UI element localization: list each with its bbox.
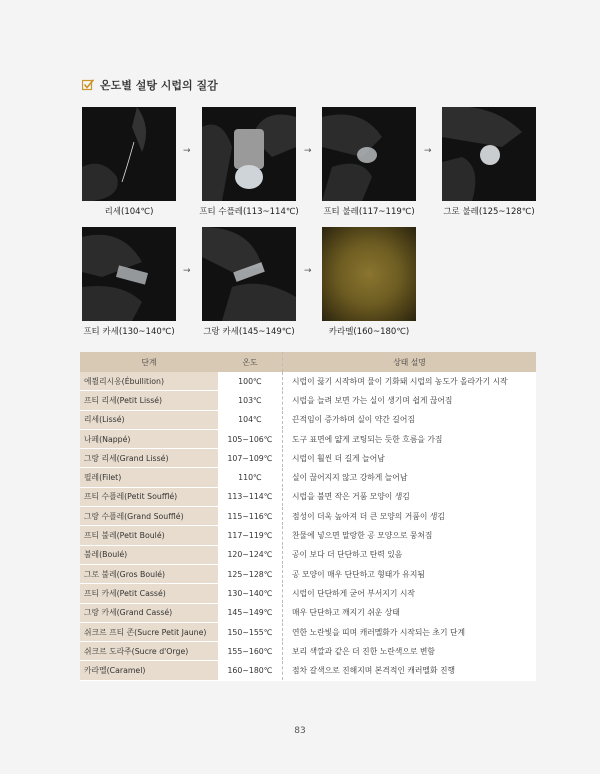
column-header: 온도 <box>218 352 283 372</box>
photo-caption: 그로 불레(125~128℃) <box>443 207 535 217</box>
stage-cell: 그랑 카세(Grand Cassé) <box>80 603 218 622</box>
checkbox-icon <box>82 79 94 91</box>
temperature-cell: 115~116℃ <box>218 507 283 526</box>
description-cell: 공이 보다 더 단단하고 탄력 있음 <box>283 545 537 564</box>
photo-caramel <box>322 227 416 321</box>
stage-cell: 프티 불레(Petit Boulé) <box>80 526 218 545</box>
temperature-cell: 145~149℃ <box>218 603 283 622</box>
photo-caption: 프티 불레(117~119℃) <box>323 207 415 217</box>
description-cell: 실이 끊어지지 않고 강하게 늘어남 <box>283 468 537 487</box>
arrow-icon: → <box>304 266 312 276</box>
table-row <box>80 584 536 603</box>
photo-grand-casse <box>202 227 296 321</box>
stage-cell: 그랑 리세(Grand Lissé) <box>80 449 218 468</box>
table-row <box>80 410 536 429</box>
photo-petit-casse <box>82 227 176 321</box>
table-row <box>80 526 536 545</box>
photo-petit-souffle <box>202 107 296 201</box>
description-cell: 찬물에 넣으면 말랑한 공 모양으로 뭉쳐짐 <box>283 526 537 545</box>
temperature-cell: 120~124℃ <box>218 545 283 564</box>
temperature-cell: 100℃ <box>218 372 283 391</box>
stage-cell: 프티 수플레(Petit Soufflé) <box>80 487 218 506</box>
temperature-cell: 105~106℃ <box>218 429 283 448</box>
description-cell: 시럽이 단단하게 굳어 부서지기 시작 <box>283 584 537 603</box>
arrow-icon: → <box>183 266 191 276</box>
description-cell: 점성이 더욱 높아져 더 큰 모양의 거품이 생김 <box>283 507 537 526</box>
photo-caption: 그랑 카세(145~149℃) <box>203 327 295 337</box>
photo-petit-boule <box>322 107 416 201</box>
description-cell: 보리 색깔과 같은 더 진한 노란색으로 변함 <box>283 642 537 661</box>
table-row <box>80 468 536 487</box>
temperature-cell: 110℃ <box>218 468 283 487</box>
description-cell: 시럽을 불면 작은 거품 모양이 생김 <box>283 487 537 506</box>
temperature-cell: 107~109℃ <box>218 449 283 468</box>
table-row <box>80 372 536 391</box>
stage-cell: 쉬크르 도라주(Sucre d'Orge) <box>80 642 218 661</box>
description-cell: 매우 단단하고 깨지기 쉬운 상태 <box>283 603 537 622</box>
description-cell: 공 모양이 매우 단단하고 형태가 유지됨 <box>283 564 537 583</box>
description-cell: 시럽을 늘려 보면 가는 실이 생기며 쉽게 끊어짐 <box>283 391 537 410</box>
temperature-cell: 155~160℃ <box>218 642 283 661</box>
section-title-text: 온도별 설탕 시럽의 질감 <box>100 79 218 92</box>
stage-cell: 필레(Filet) <box>80 468 218 487</box>
temperature-cell: 150~155℃ <box>218 622 283 641</box>
description-cell: 끈적임이 증가하며 실이 약간 길어짐 <box>283 410 537 429</box>
syrup-stage-table <box>80 352 536 681</box>
stage-cell: 쉬크르 프티 존(Sucre Petit Jaune) <box>80 622 218 641</box>
table-row <box>80 661 536 680</box>
description-cell: 점차 갈색으로 진해지며 본격적인 캐러멜화 진행 <box>283 661 537 680</box>
table-row <box>80 642 536 661</box>
photo-caption: 프티 카세(130~140℃) <box>83 327 175 337</box>
stage-cell: 에뷜리시옹(Ébullition) <box>80 372 218 391</box>
description-cell: 시럽이 훨씬 더 길게 늘어남 <box>283 449 537 468</box>
table-row <box>80 507 536 526</box>
table-row <box>80 487 536 506</box>
table-row <box>80 429 536 448</box>
stage-cell: 나페(Nappé) <box>80 429 218 448</box>
stage-cell: 그랑 수플레(Grand Soufflé) <box>80 507 218 526</box>
photo-gros-boule <box>442 107 536 201</box>
temperature-cell: 130~140℃ <box>218 584 283 603</box>
column-header: 단계 <box>80 352 218 372</box>
arrow-icon: → <box>183 146 191 156</box>
photo-caption: 리세(104℃) <box>104 207 154 217</box>
photo-caption: 카라멜(160~180℃) <box>328 327 410 337</box>
temperature-cell: 125~128℃ <box>218 564 283 583</box>
stage-cell: 리세(Lissé) <box>80 410 218 429</box>
column-header: 상태 설명 <box>283 352 537 372</box>
arrow-icon: → <box>304 146 312 156</box>
table-row <box>80 622 536 641</box>
stage-cell: 불레(Boulé) <box>80 545 218 564</box>
table-row <box>80 603 536 622</box>
temperature-cell: 113~114℃ <box>218 487 283 506</box>
table-row <box>80 449 536 468</box>
photo-caption: 프티 수플레(113~114℃) <box>199 207 299 217</box>
stage-cell: 프티 카세(Petit Cassé) <box>80 584 218 603</box>
description-cell: 도구 표면에 얇게 코팅되는 듯한 흐름을 가짐 <box>283 429 537 448</box>
temperature-cell: 160~180℃ <box>218 661 283 680</box>
temperature-cell: 103℃ <box>218 391 283 410</box>
stage-cell: 그로 불레(Gros Boulé) <box>80 564 218 583</box>
table-row <box>80 391 536 410</box>
section-title <box>82 77 218 93</box>
temperature-cell: 117~119℃ <box>218 526 283 545</box>
arrow-icon: → <box>424 146 432 156</box>
description-cell: 시럽이 끓기 시작하며 물이 기화돼 시럽의 농도가 올라가기 시작 <box>283 372 537 391</box>
table-row <box>80 545 536 564</box>
stage-cell: 카라멜(Caramel) <box>80 661 218 680</box>
temperature-cell: 104℃ <box>218 410 283 429</box>
photo-lisse <box>82 107 176 201</box>
table-row <box>80 564 536 583</box>
page-number: 83 <box>294 726 306 736</box>
stage-cell: 프티 리세(Petit Lissé) <box>80 391 218 410</box>
description-cell: 연한 노란빛을 띠며 캐러멜화가 시작되는 초기 단계 <box>283 622 537 641</box>
